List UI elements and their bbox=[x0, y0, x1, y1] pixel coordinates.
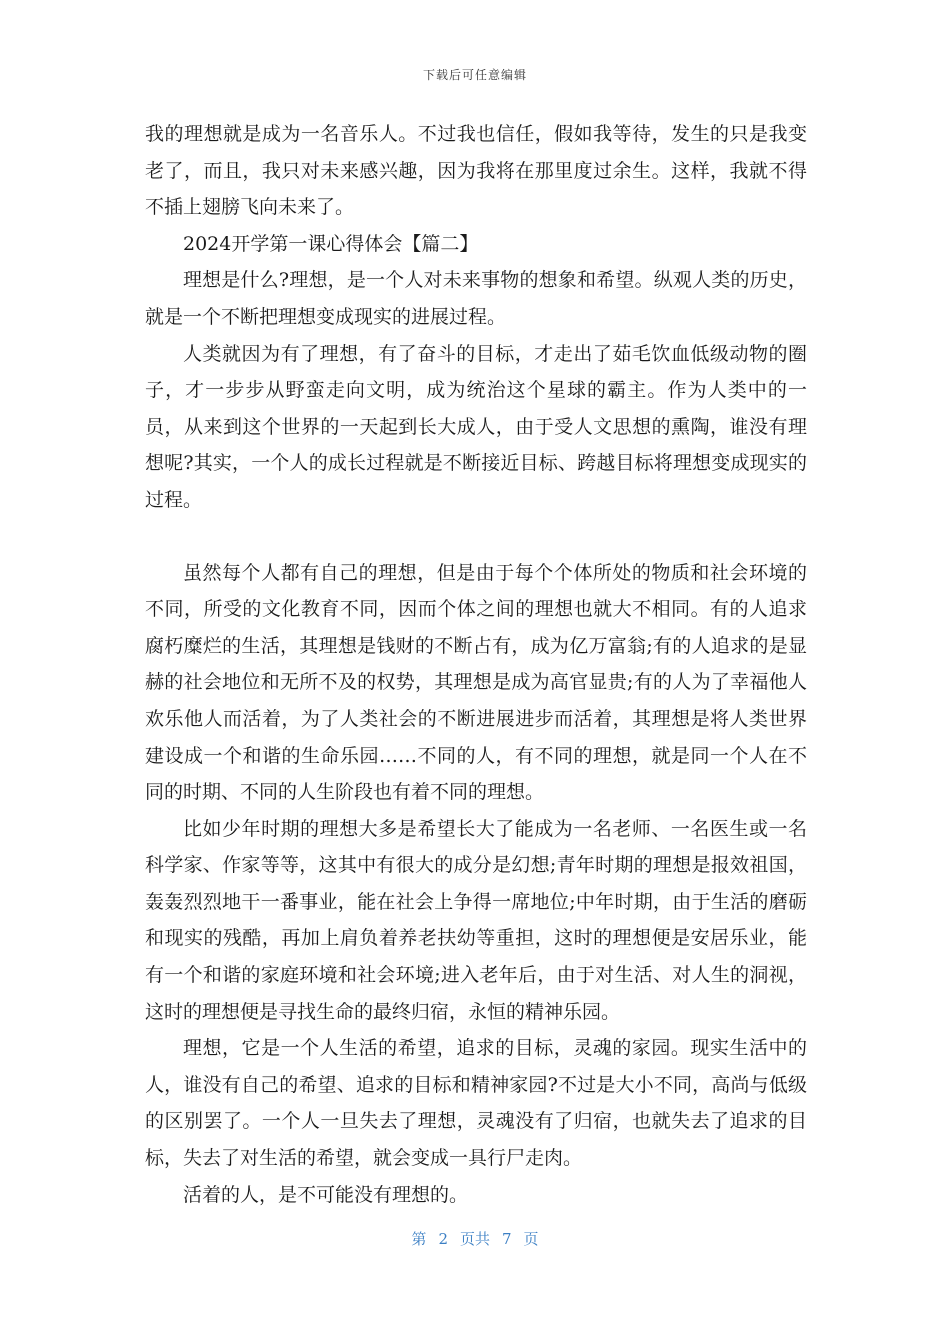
paragraph: 理想是什么?理想，是一个人对未来事物的想象和希望。纵观人类的历史，就是一个不断把理想变成现实的进展过程。 bbox=[145, 269, 807, 328]
paragraph: 虽然每个人都有自己的理想，但是由于每个个体所处的物质和社会环境的不同，所受的文化教育不同，因而个体之间的理想也就大不相同。有的人追求腐朽糜烂的生活，其理想是钱财的不断占有，成为亿万富翁;有的人追求的是显赫的社会地位和无所不及的权势，其理想是成为高官显贵;有的人为了幸福他人欢乐他人而活着，为了人类社会的不断进展进步而活着，其理想是将人类世界建设成一个和谐的生命乐园……不同的人，有不同的理想，就是同一个人在不同的时期、不同的人生阶段也有着不同的理想。 bbox=[145, 561, 807, 804]
page-number bbox=[0, 1228, 950, 1249]
document-body bbox=[145, 116, 807, 1213]
paragraph: 理想，它是一个人生活的希望，追求的目标，灵魂的家园。现实生活中的人，谁没有自己的希望、追求的目标和精神家园?不过是大小不同，高尚与低级的区别罢了。一个人一旦失去了理想，灵魂没有了归宿，也就失去了追求的目标，失去了对生活的希望，就会变成一具行尸走肉。 bbox=[145, 1037, 807, 1170]
page-number-total: 7 bbox=[502, 1230, 512, 1248]
page-number-middle: 页共 bbox=[459, 1230, 490, 1248]
blank-line bbox=[145, 519, 807, 555]
page-number-current: 2 bbox=[438, 1230, 448, 1248]
paragraph: 人类就因为有了理想，有了奋斗的目标，才走出了茹毛饮血低级动物的圈子，才一步步从野蛮走向文明，成为统治这个星球的霸主。作为人类中的一员，从来到这个世界的一天起到长大成人，由于受人文思想的熏陶，谁没有理想呢?其实，一个人的成长过程就是不断接近目标、跨越目标将理想变成现实的过程。 bbox=[145, 342, 807, 511]
section-heading: 2024开学第一课心得体会【篇二】 bbox=[183, 232, 479, 255]
paragraph: 活着的人，是不可能没有理想的。 bbox=[183, 1183, 469, 1206]
paragraph-continuation: 我的理想就是成为一名音乐人。不过我也信任，假如我等待，发生的只是我变老了，而且，我只对未来感兴趣，因为我将在那里度过余生。这样，我就不得不插上翅膀飞向未来了。 bbox=[145, 123, 807, 219]
page-header: 下载后可任意编辑 bbox=[422, 68, 527, 82]
page-number-suffix: 页 bbox=[523, 1230, 539, 1248]
page-number-prefix: 第 bbox=[411, 1230, 427, 1248]
paragraph: 比如少年时期的理想大多是希望长大了能成为一名老师、一名医生或一名科学家、作家等等，这其中有很大的成分是幻想;青年时期的理想是报效祖国，轰轰烈烈地干一番事业，能在社会上争得一席地位;中年时期，由于生活的磨砺和现实的残酷，再加上肩负着养老扶幼等重担，这时的理想便是安居乐业，能有一个和谐的家庭环境和社会环境;进入老年后，由于对生活、对人生的洞视，这时的理想便是寻找生命的最终归宿，永恒的精神乐园。 bbox=[145, 817, 807, 1023]
